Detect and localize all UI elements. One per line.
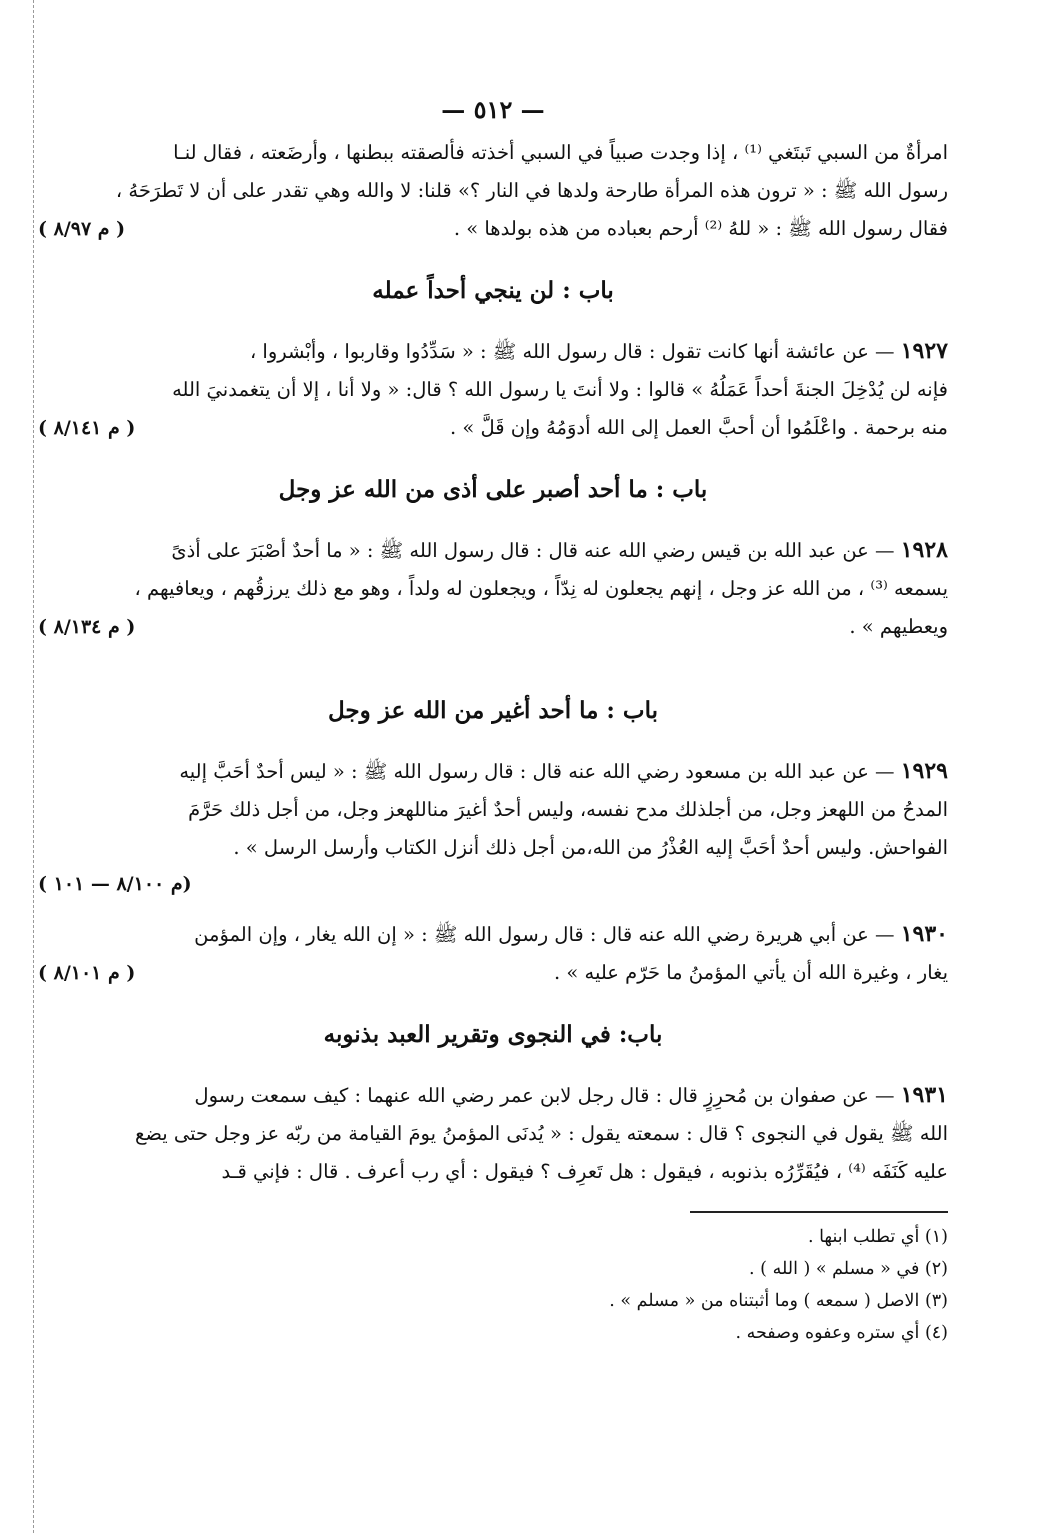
source-reference: ( م ٨/٩٧ )	[38, 218, 126, 240]
text-line: ١٩٣٠ — عن أبي هريرة رضي الله عنه قال : قال رسول الله ﷺ : « إن الله يغار ، وإن المؤمن	[194, 921, 948, 947]
spacer	[38, 646, 948, 668]
hadith-number: ١٩٢٧	[900, 338, 948, 364]
text-line-with-ref	[38, 210, 948, 248]
page-number: — ٥١٢ —	[441, 95, 545, 124]
text-line: فقال رسول الله ﷺ : « للهُ ⁽²⁾ أرحم بعباده من هذه بولدها » .	[453, 217, 948, 240]
text-line-with-ref	[38, 409, 948, 447]
intro-paragraph	[38, 134, 948, 248]
spacer	[38, 901, 948, 915]
text-line: الله ﷺ يقول في النجوى ؟ قال : سمعته يقول : « يُدنَى المؤمنُ يومَ القيامة من ربّه عز وجل حتى يضع	[134, 1122, 948, 1145]
source-reference: ( م ٨/١٤١ )	[38, 417, 136, 439]
footnotes	[38, 1221, 948, 1349]
footnote: (٢) في « مسلم » ( الله ) .	[749, 1259, 948, 1279]
text-line-with-ref	[38, 608, 948, 646]
hadith-number: ١٩٣٠	[900, 921, 948, 947]
text-line: يغار ، وغيرة الله أن يأتي المؤمنُ ما حَرّم عليه » .	[553, 961, 948, 984]
text-line: ١٩٢٩ — عن عبد الله بن مسعود رضي الله عنه قال : قال رسول الله ﷺ : « ليس أحدٌ أحَبَّ إليه	[179, 758, 948, 784]
text-line: عليه كَنَفَه ⁽⁴⁾ ، فيُقَرِّرُه بذنوبه ، فيقول : هل تَعرِف ؟ فيقول : أي رب أعرف . قال : فإني قـد	[221, 1160, 948, 1183]
source-reference: ( م ٨/١٣٤ )	[38, 616, 136, 638]
page-edge-line	[33, 0, 34, 1533]
footnote-divider	[690, 1211, 948, 1213]
text-line: المدحُ من اللهعز وجل، من أجلذلك مدح نفسه، وليس أحدٌ أغيرَ مناللهعز وجل، من أجل ذلك حَرَّمَ	[188, 798, 948, 821]
text-line: ويعطيهم » .	[849, 615, 948, 638]
text-line: ١٩٢٨ — عن عبد الله بن قيس رضي الله عنه قال : قال رسول الله ﷺ : « ما أحدٌ أصْبَرَ على أذىً	[171, 537, 948, 563]
footnote: (٣) الاصل ( سمعه ) وما أثبتناه من « مسلم » .	[609, 1291, 948, 1311]
source-reference: ( م ٨/١٠١ )	[38, 962, 136, 984]
section-heading: باب : ما أحد أصبر على أذى من الله عز وجل	[278, 476, 708, 503]
book-page	[38, 95, 948, 1349]
hadith-1927	[38, 332, 948, 447]
source-reference: (م ٨/١٠٠ — ١٠١ )	[38, 873, 192, 895]
hadith-number: ١٩٢٨	[900, 537, 948, 563]
hadith-number: ١٩٢٩	[900, 758, 948, 784]
section-heading: باب: في النجوى وتقرير العبد بذنوبه	[323, 1021, 663, 1048]
hadith-1931	[38, 1076, 948, 1191]
hadith-1930	[38, 915, 948, 992]
section-heading: باب : لن ينجي أحداً عمله	[372, 277, 614, 304]
text-line-with-ref	[38, 954, 948, 992]
text-line: ١٩٢٧ — عن عائشة أنها كانت تقول : قال رسول الله ﷺ : « سَدِّدُوا وقاربوا ، وأبْشروا ،	[249, 338, 948, 364]
hadith-1929	[38, 752, 948, 901]
text-line: فإنه لن يُدْخِلَ الجنةَ أحداً عَمَلُهُ » قالوا : ولا أنتَ يا رسول الله ؟ قال: « ولا أنا ، إلا أن يتغمدنيَ الله	[172, 378, 948, 401]
footnote: (٤) أي ستره وعفوه وصفحه .	[735, 1323, 948, 1343]
text-line: رسول الله ﷺ : « ترون هذه المرأة طارحة ولدها في النار ؟» قلنا: لا والله وهي تقدر على أن لا تَطرَحَهُ ،	[115, 179, 948, 202]
text-line: منه برحمة . واعْلَمُوا أن أحبَّ العمل إلى الله أدوَمُهُ وإن قَلَّ » .	[449, 416, 948, 439]
footnote: (١) أي تطلب ابنها .	[807, 1227, 948, 1247]
hadith-number: ١٩٣١	[900, 1082, 948, 1108]
text-line: يسمعه ⁽³⁾ ، من الله عز وجل ، إنهم يجعلون له نِدّاً ، ويجعلون له ولداً ، وهو مع ذلك يرزقُهم ، ويعافيهم ،	[134, 577, 948, 600]
text-line: ١٩٣١ — عن صفوان بن مُحرِزٍ قال : قال رجل لابن عمر رضي الله عنهما : كيف سمعت رسول	[194, 1082, 948, 1108]
hadith-1928	[38, 531, 948, 646]
text-line: الفواحش. وليس أحدٌ أحَبَّ إليه العُذْرُ من الله،من أجل ذلك أنزل الكتاب وأرسل الرسل » .	[233, 836, 948, 859]
section-heading: باب : ما أحد أغير من الله عز وجل	[328, 697, 658, 724]
text-line: امرأةٌ من السبي تَبتَغي ⁽¹⁾ ، إذا وجدت صبياً في السبي أخذته فألصقته ببطنها ، وأرضَعته ، فقال لنـا	[173, 141, 948, 164]
